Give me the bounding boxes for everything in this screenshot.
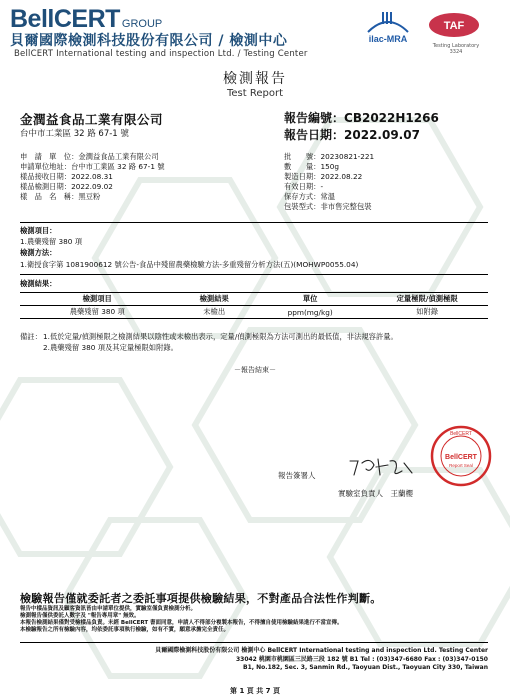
- info-row: 批 號：20230821-221: [284, 152, 375, 161]
- info-row: 包裝型式：非市售完整包裝: [284, 202, 372, 211]
- column-header: 定量極限/偵測極限: [366, 293, 488, 306]
- test-method-heading: 檢測方法：: [20, 248, 57, 257]
- column-header: 檢測項目: [20, 293, 174, 306]
- remarks-label: 備註：: [20, 332, 42, 341]
- info-row: 樣 品 名 稱：黑豆粉: [20, 192, 101, 201]
- brand-logo: BellCERT GROUP: [10, 5, 163, 33]
- info-row: 有效日期：-: [284, 182, 324, 191]
- report-date: 報告日期：2022.09.07: [284, 128, 420, 142]
- fine-print-line: 報告中樣品資訊及顧客資訊皆由申請單位提供，實驗室僅負責檢測分析。: [20, 606, 197, 612]
- info-row: 保存方式：常溫: [284, 192, 336, 201]
- column-header: 檢測結果: [174, 293, 254, 306]
- test-items-heading: 檢測項目：: [20, 226, 57, 235]
- signatory-label: 報告簽署人: [278, 471, 316, 480]
- seal-bottom-text: Report Seal: [449, 463, 473, 468]
- company-name-cn: 貝爾國際檢測科技股份有限公司 / 檢測中心: [10, 33, 288, 49]
- client-address: 台中市工業區 32 路 67-1 號: [20, 129, 129, 139]
- footer-address-en: B1, No.182, Sec. 3, Sanmin Rd., Taoyuan Dist., Taoyuan City 330, Taiwan: [243, 664, 488, 671]
- info-row: 製造日期：2022.08.22: [284, 172, 363, 181]
- taf-caption: Testing Laboratory 3324: [432, 43, 480, 55]
- column-header: 單位: [254, 293, 366, 306]
- client-name: 金潤益食品工業有限公司: [20, 112, 164, 127]
- info-row: 樣品檢測日期：2022.09.02: [20, 182, 113, 191]
- seal-center-text: BellCERT: [445, 454, 477, 461]
- sample-info-right: [284, 152, 374, 212]
- table-cell: 未檢出: [174, 306, 254, 319]
- remark-line: 1.低於定量/偵測極限之檢測結果以陰性或未檢出表示，定量/偵測極限為方法可測出的最低值，非法規容許量。: [43, 332, 398, 341]
- sample-info-left: [20, 152, 165, 202]
- handwritten-signature: [340, 455, 420, 479]
- table-cell: 如附錄: [366, 306, 488, 319]
- divider: [20, 642, 488, 643]
- taf-logo-text: TAF: [443, 20, 465, 32]
- info-row: 申請單位地址：台中市工業區 32 路 67-1 號: [20, 162, 165, 171]
- remark-line: 2.農藥殘留 380 項及其定量極限如附錄。: [43, 343, 178, 352]
- company-name-en: BellCERT International testing and inspection Ltd. / Testing Center: [14, 49, 308, 59]
- divider: [20, 274, 488, 275]
- table-cell: ppm(mg/kg): [254, 306, 366, 319]
- test-method-line: 1.衛授食字第 1081900612 號公告-食品中殘留農藥檢驗方法-多重殘留分析方法(五)(MOHWP0055.04): [20, 260, 359, 269]
- results-table: [20, 292, 488, 319]
- info-row: 數 量：150g: [284, 162, 340, 171]
- page-number: 第 1 頁 共 7 頁: [230, 687, 280, 695]
- ilac-logo-text: ilac-MRA: [368, 34, 408, 44]
- report-seal-stamp: [430, 425, 492, 487]
- table-header-row: [20, 293, 488, 306]
- report-title-en: Test Report: [226, 88, 284, 99]
- table-row: [20, 306, 488, 319]
- fine-print-line: 本報告檢測結果僅對受檢樣品負責。未經 BellCERT 書面同意，申請人不得部分複製本報告，不得擅自使用檢驗結果進行不當宣傳。: [20, 620, 343, 626]
- remarks-list: [43, 331, 398, 353]
- results-heading: 檢測結果：: [20, 279, 57, 288]
- ilac-mra-logo: [362, 10, 414, 54]
- test-items-line: 1.農藥殘留 380 項: [20, 237, 83, 246]
- end-of-report-marker: －報告結束－: [234, 366, 276, 374]
- report-title-cn: 檢測報告: [223, 71, 287, 87]
- lab-manager-name: 實驗室負責人 王蘭櫻: [338, 489, 413, 498]
- disclaimer: 檢驗報告僅就委託者之委託事項提供檢驗結果，不對產品合法性作判斷。: [20, 592, 382, 605]
- table-cell: 農藥殘留 380 項: [20, 306, 174, 319]
- seal-top-text: BellCERT: [450, 431, 472, 437]
- divider: [20, 222, 488, 223]
- fine-print-line: 檢測報告僅供委託人數字及 "報告專用章" 無效。: [20, 613, 140, 619]
- taf-logo: [428, 12, 480, 38]
- report-number: 報告編號：CB2022H1266: [284, 111, 439, 125]
- footer-address-cn: 33042 桃園市桃園區三民路三段 182 號 B1 Tel : (03)347-6680 Fax : (03)347-0150: [235, 656, 488, 663]
- footer-company: 貝爾國際檢測科技股份有限公司 檢測中心 BellCERT International testing and inspection Ltd. Testing Center: [155, 647, 488, 654]
- fine-print-line: 本檢驗報告之所有檢驗內容，均依委託事項執行檢驗，如有不實，願意承擔完全責任。: [20, 627, 230, 633]
- info-row: 樣品接收日期：2022.08.31: [20, 172, 113, 181]
- info-row: 申 請 單 位：金潤益食品工業有限公司: [20, 152, 159, 161]
